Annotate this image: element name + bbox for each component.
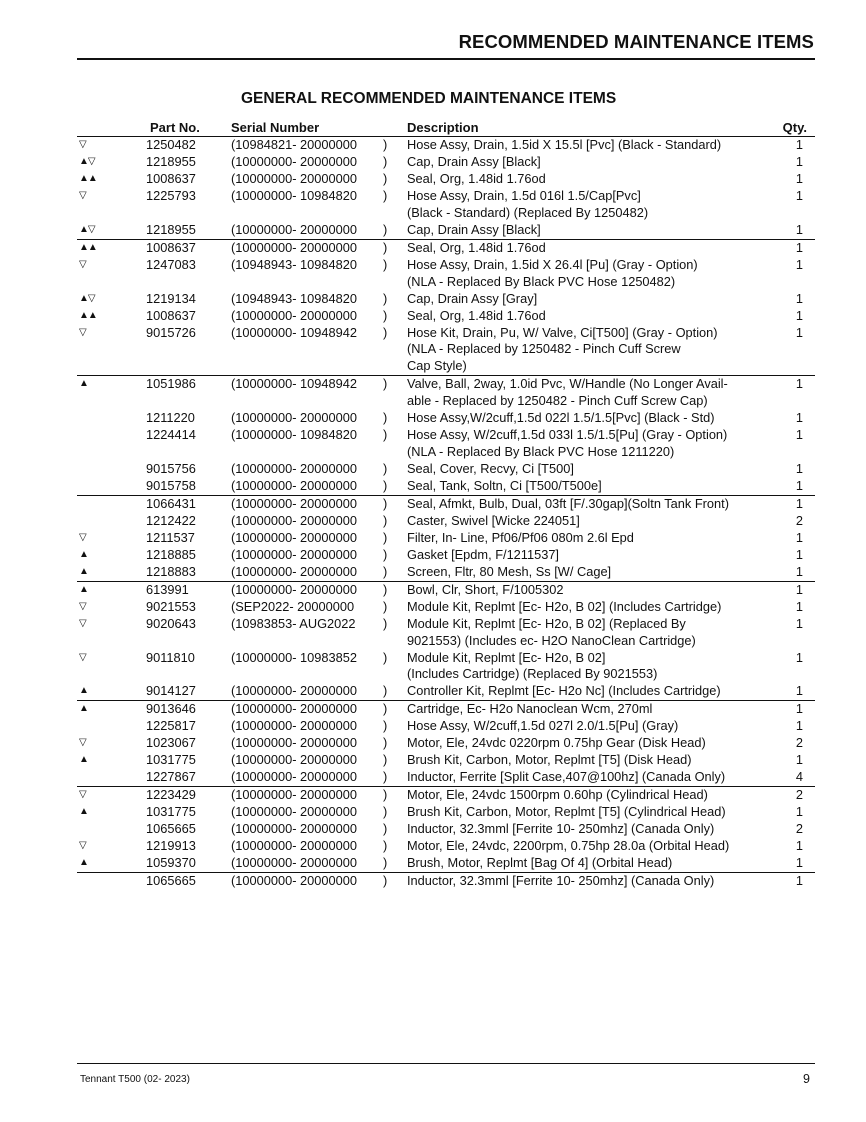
quantity: 4 [795, 769, 803, 785]
serial-range: (10000000- 20000000 [231, 718, 357, 734]
description-line: Controller Kit, Replmt [Ec- H2o Nc] (Includes Cartridge) [407, 683, 721, 699]
page-title: RECOMMENDED MAINTENANCE ITEMS [458, 31, 814, 52]
description-line: Cap, Drain Assy [Black] [407, 221, 541, 237]
serial-close-paren: ) [383, 376, 388, 392]
quantity: 1 [795, 855, 803, 871]
quantity: 1 [795, 239, 803, 255]
quantity: 1 [795, 873, 803, 889]
serial-close-paren: ) [383, 546, 388, 562]
part-description [407, 376, 779, 410]
description-line: Cap, Drain Assy [Black] [407, 154, 541, 169]
description-line: (Black - Standard) (Replaced By 1250482) [407, 204, 649, 220]
section-title: GENERAL RECOMMENDED MAINTENANCE ITEMS [241, 90, 617, 107]
serial-close-paren: ) [383, 769, 388, 785]
serial-close-paren: ) [383, 615, 388, 631]
table-row [77, 547, 815, 564]
kit-marker-icon: ▲ [79, 685, 88, 697]
part-number: 1008637 [146, 171, 196, 186]
quantity: 1 [795, 460, 803, 476]
col-description: Description [407, 120, 479, 135]
serial-close-paren: ) [383, 188, 388, 203]
part-description [407, 599, 779, 616]
serial-close-paren: ) [383, 563, 388, 579]
table-row [77, 240, 815, 257]
table-row [77, 410, 815, 427]
serial-close-paren: ) [383, 752, 388, 768]
part-description [407, 171, 779, 188]
kit-marker-icon: ▲ [79, 754, 88, 766]
quantity: 1 [795, 477, 803, 493]
part-description [407, 787, 779, 804]
serial-close-paren: ) [383, 477, 388, 493]
description-line: (NLA - Replaced By Black PVC Hose 1250482) [407, 273, 676, 289]
description-line: Inductor, 32.3mml [Ferrite 10- 250mhz] (Canada Only) [407, 873, 715, 889]
serial-range: (10000000- 10948942 [231, 324, 357, 340]
part-number: 1219134 [146, 290, 196, 306]
part-number: 1219913 [146, 838, 196, 854]
quantity: 1 [795, 649, 803, 665]
serial-range: (10000000- 20000000 [231, 460, 357, 476]
serial-close-paren: ) [383, 154, 388, 169]
table-row [77, 838, 815, 855]
parts-table [77, 117, 815, 890]
part-description [407, 257, 779, 291]
part-number: 9015758 [146, 477, 196, 493]
quantity: 1 [795, 615, 803, 631]
table-row [77, 257, 815, 291]
part-number: 1218955 [146, 221, 196, 237]
part-number: 1211537 [146, 529, 195, 545]
quantity: 2 [795, 787, 803, 803]
serial-range: (10948943- 10984820 [231, 290, 357, 306]
quantity: 1 [795, 256, 803, 272]
quantity: 1 [795, 804, 803, 820]
table-row [77, 291, 815, 308]
table-row [77, 735, 815, 752]
serial-range: (10000000- 20000000 [231, 477, 357, 493]
kit-marker-icon: ▽ [79, 617, 86, 629]
quantity: 1 [795, 171, 803, 186]
kit-marker-icon: ▽ [79, 326, 86, 338]
serial-close-paren: ) [383, 804, 388, 820]
serial-range: (10000000- 20000000 [231, 838, 357, 854]
kit-marker-icon: ▽ [79, 789, 86, 801]
part-number: 1065665 [146, 821, 196, 837]
part-description [407, 718, 779, 735]
serial-range: (10000000- 20000000 [231, 409, 357, 425]
part-number: 1225793 [146, 188, 196, 203]
serial-range: (10000000- 20000000 [231, 546, 357, 562]
table-row [77, 599, 815, 616]
description-line: Seal, Cover, Recvy, Ci [T500] [407, 460, 574, 476]
serial-range: (10000000- 10983852 [231, 649, 357, 665]
serial-range: (10000000- 20000000 [231, 701, 357, 717]
description-line: Inductor, 32.3mml [Ferrite 10- 250mhz] (Canada Only) [407, 821, 715, 837]
footer-doc-id: Tennant T500 (02- 2023) [80, 1074, 190, 1085]
serial-close-paren: ) [383, 409, 388, 425]
serial-range: (10000000- 20000000 [231, 787, 357, 803]
table-row [77, 718, 815, 735]
description-line: Seal, Org, 1.48id 1.76od [407, 171, 546, 186]
table-header [77, 117, 815, 137]
kit-marker-icon: ▽ [79, 531, 86, 543]
description-line: Seal, Org, 1.48id 1.76od [407, 239, 546, 255]
quantity: 1 [795, 426, 803, 442]
part-number: 613991 [146, 581, 189, 597]
serial-close-paren: ) [383, 649, 388, 665]
quantity: 1 [795, 290, 803, 306]
description-line: Hose Assy,W/2cuff,1.5d 022l 1.5/1.5[Pvc] (Black - Std) [407, 409, 715, 425]
part-number: 1211220 [146, 409, 195, 425]
quantity: 1 [795, 581, 803, 597]
table-row [77, 752, 815, 769]
kit-marker-icon: ▲▽ [79, 292, 95, 304]
table-row [77, 855, 815, 873]
description-line: Gasket [Epdm, F/1211537] [407, 546, 559, 562]
kit-marker-icon: ▽ [79, 840, 86, 852]
description-line: Motor, Ele, 24vdc, 2200rpm, 0.75hp 28.0a (Orbital Head) [407, 838, 730, 854]
table-row [77, 427, 815, 461]
serial-close-paren: ) [383, 256, 388, 272]
quantity: 2 [795, 821, 803, 837]
part-number: 1247083 [146, 256, 196, 272]
serial-range: (10000000- 20000000 [231, 581, 357, 597]
description-line: Hose Assy, W/2cuff,1.5d 027l 2.0/1.5[Pu] (Gray) [407, 718, 679, 734]
serial-range: (10000000- 10984820 [231, 188, 357, 203]
serial-close-paren: ) [383, 495, 388, 511]
part-number: 1218955 [146, 154, 196, 169]
quantity: 1 [795, 188, 803, 203]
part-description [407, 564, 779, 581]
quantity: 1 [795, 307, 803, 323]
col-part-no: Part No. [150, 120, 200, 135]
description-line: Seal, Afmkt, Bulb, Dual, 03ft [F/.30gap](Soltn Tank Front) [407, 495, 729, 511]
part-number: 1227867 [146, 769, 196, 785]
table-row [77, 804, 815, 821]
part-description [407, 496, 779, 513]
table-row [77, 154, 815, 171]
serial-close-paren: ) [383, 324, 388, 340]
quantity: 1 [795, 409, 803, 425]
quantity: 1 [795, 838, 803, 854]
quantity: 1 [795, 683, 803, 699]
serial-close-paren: ) [383, 171, 388, 186]
kit-marker-icon: ▽ [79, 190, 86, 201]
quantity: 1 [795, 563, 803, 579]
kit-marker-icon: ▽ [79, 737, 86, 749]
serial-range: (10984821- 20000000 [231, 137, 357, 152]
table-row [77, 769, 815, 787]
quantity: 1 [795, 495, 803, 511]
serial-range: (10000000- 20000000 [231, 683, 357, 699]
kit-marker-icon: ▲▲ [79, 241, 97, 253]
part-description [407, 769, 779, 786]
quantity: 2 [795, 735, 803, 751]
serial-close-paren: ) [383, 598, 388, 614]
table-row [77, 650, 815, 684]
kit-marker-icon: ▲ [79, 703, 88, 715]
table-row [77, 683, 815, 701]
serial-close-paren: ) [383, 137, 388, 152]
part-description [407, 478, 779, 495]
kit-marker-icon: ▲ [79, 378, 88, 390]
part-description [407, 752, 779, 769]
serial-close-paren: ) [383, 735, 388, 751]
serial-range: (10000000- 20000000 [231, 307, 357, 323]
table-row [77, 308, 815, 325]
part-number: 1212422 [146, 512, 196, 528]
part-description [407, 855, 779, 872]
description-line: Cap, Drain Assy [Gray] [407, 290, 538, 306]
kit-marker-icon: ▲ [79, 565, 88, 577]
table-body [77, 137, 815, 890]
description-line: Cartridge, Ec- H2o Nanoclean Wcm, 270ml [407, 701, 653, 717]
serial-close-paren: ) [383, 821, 388, 837]
part-description [407, 513, 779, 530]
quantity: 1 [795, 529, 803, 545]
description-line: Screen, Fltr, 80 Mesh, Ss [W/ Cage] [407, 563, 612, 579]
part-number: 1008637 [146, 307, 196, 323]
serial-range: (10000000- 20000000 [231, 804, 357, 820]
description-line: Valve, Ball, 2way, 1.0id Pvc, W/Handle (No Longer Avail- [407, 376, 728, 392]
part-number: 1250482 [146, 137, 196, 152]
serial-range: (10000000- 20000000 [231, 735, 357, 751]
part-number: 1224414 [146, 426, 196, 442]
kit-marker-icon: ▽ [79, 651, 86, 663]
footer-rule [77, 1063, 815, 1064]
serial-range: (10000000- 20000000 [231, 221, 357, 237]
quantity: 1 [795, 718, 803, 734]
serial-range: (10000000- 20000000 [231, 821, 357, 837]
kit-marker-icon: ▲ [79, 857, 88, 869]
table-row [77, 478, 815, 496]
serial-close-paren: ) [383, 701, 388, 717]
serial-close-paren: ) [383, 460, 388, 476]
part-number: 1225817 [146, 718, 196, 734]
part-description [407, 291, 779, 308]
part-description [407, 701, 779, 718]
part-description [407, 188, 779, 222]
table-row [77, 582, 815, 599]
part-description [407, 530, 779, 547]
part-number: 9015726 [146, 324, 196, 340]
kit-marker-icon: ▲▲ [79, 173, 97, 184]
serial-close-paren: ) [383, 221, 388, 237]
table-row [77, 461, 815, 478]
serial-close-paren: ) [383, 581, 388, 597]
serial-range: (10000000- 20000000 [231, 171, 357, 186]
description-line: Inductor, Ferrite [Split Case,407@100hz] (Canada Only) [407, 769, 726, 785]
description-line: (NLA - Replaced By Black PVC Hose 1211220) [407, 443, 675, 459]
part-description [407, 308, 779, 325]
part-description [407, 838, 779, 855]
serial-range: (10000000- 10948942 [231, 376, 357, 392]
serial-range: (10000000- 20000000 [231, 855, 357, 871]
serial-close-paren: ) [383, 239, 388, 255]
part-number: 1218883 [146, 563, 196, 579]
part-description [407, 222, 779, 239]
kit-marker-icon: ▲ [79, 583, 88, 595]
description-line: Motor, Ele, 24vdc 1500rpm 0.60hp (Cylindrical Head) [407, 787, 708, 803]
quantity: 1 [795, 701, 803, 717]
serial-close-paren: ) [383, 787, 388, 803]
part-number: 9011810 [146, 649, 195, 665]
description-line: Hose Assy, Drain, 1.5d 016l 1.5/Cap[Pvc] [407, 188, 641, 203]
description-line: Hose Assy, Drain, 1.5id X 26.4l [Pu] (Gray - Option) [407, 256, 698, 272]
kit-marker-icon: ▲ [79, 548, 88, 560]
description-line: Module Kit, Replmt [Ec- H2o, B 02] (Includes Cartridge) [407, 598, 722, 614]
table-row [77, 496, 815, 513]
part-description [407, 154, 779, 171]
table-row [77, 873, 815, 890]
description-line: Bowl, Clr, Short, F/1005302 [407, 581, 564, 597]
part-description [407, 821, 779, 838]
part-number: 1065665 [146, 873, 196, 889]
serial-close-paren: ) [383, 838, 388, 854]
serial-range: (10000000- 20000000 [231, 563, 357, 579]
table-row [77, 171, 815, 188]
part-description [407, 240, 779, 257]
table-row [77, 222, 815, 240]
serial-range: (10000000- 20000000 [231, 752, 357, 768]
quantity: 1 [795, 376, 803, 392]
table-row [77, 701, 815, 718]
part-description [407, 582, 779, 599]
serial-range: (10000000- 10984820 [231, 426, 357, 442]
kit-marker-icon: ▽ [79, 258, 86, 270]
part-description [407, 427, 779, 461]
description-line: Brush Kit, Carbon, Motor, Replmt [T5] (Cylindrical Head) [407, 804, 726, 820]
quantity: 1 [795, 324, 803, 340]
description-line: Cap Style) [407, 358, 467, 374]
serial-range: (10948943- 10984820 [231, 256, 357, 272]
table-row [77, 325, 815, 377]
kit-marker-icon: ▽ [79, 139, 86, 150]
serial-range: (10000000- 20000000 [231, 512, 357, 528]
table-row [77, 376, 815, 410]
header-rule [77, 58, 815, 60]
description-line: Seal, Org, 1.48id 1.76od [407, 307, 546, 323]
kit-marker-icon: ▲▽ [79, 223, 95, 235]
serial-range: (10000000- 20000000 [231, 529, 357, 545]
part-number: 9014127 [146, 683, 196, 699]
serial-range: (10000000- 20000000 [231, 239, 357, 255]
part-description [407, 650, 779, 684]
serial-close-paren: ) [383, 855, 388, 871]
part-number: 9015756 [146, 460, 196, 476]
part-number: 9021553 [146, 598, 196, 614]
description-line: Module Kit, Replmt [Ec- H2o, B 02] [407, 649, 606, 665]
serial-close-paren: ) [383, 529, 388, 545]
serial-close-paren: ) [383, 873, 388, 889]
part-number: 1059370 [146, 855, 196, 871]
page-number: 9 [803, 1072, 810, 1086]
serial-close-paren: ) [383, 307, 388, 323]
description-line: 9021553) (Includes ec- H2O NanoClean Cartridge) [407, 632, 696, 648]
part-description [407, 616, 779, 650]
part-description [407, 137, 779, 154]
col-qty: Qty. [782, 120, 807, 135]
part-number: 1051986 [146, 376, 196, 392]
col-serial: Serial Number [231, 120, 320, 135]
part-description [407, 410, 779, 427]
kit-marker-icon: ▲ [79, 806, 88, 818]
description-line: Filter, In- Line, Pf06/Pf06 080m 2.6l Epd [407, 529, 634, 545]
part-description [407, 461, 779, 478]
description-line: Brush Kit, Carbon, Motor, Replmt [T5] (Disk Head) [407, 752, 692, 768]
kit-marker-icon: ▽ [79, 600, 86, 612]
description-line: Motor, Ele, 24vdc 0220rpm 0.75hp Gear (Disk Head) [407, 735, 706, 751]
description-line: able - Replaced by 1250482 - Pinch Cuff Screw Cap) [407, 392, 708, 408]
table-row [77, 530, 815, 547]
kit-marker-icon: ▲▲ [79, 309, 97, 321]
table-row [77, 616, 815, 650]
description-line: Seal, Tank, Soltn, Ci [T500/T500e] [407, 477, 602, 493]
description-line: Hose Assy, Drain, 1.5id X 15.5l [Pvc] (Black - Standard) [407, 137, 722, 152]
serial-range: (10000000- 20000000 [231, 154, 357, 169]
serial-range: (10000000- 20000000 [231, 873, 357, 889]
description-line: Hose Assy, W/2cuff,1.5d 033l 1.5/1.5[Pu] (Gray - Option) [407, 426, 728, 442]
quantity: 2 [795, 512, 803, 528]
quantity: 1 [795, 546, 803, 562]
quantity: 1 [795, 154, 803, 169]
serial-range: (10000000- 20000000 [231, 769, 357, 785]
description-line: Hose Kit, Drain, Pu, W/ Valve, Ci[T500] (Gray - Option) [407, 324, 718, 340]
description-line: Caster, Swivel [Wicke 224051] [407, 512, 580, 528]
quantity: 1 [795, 221, 803, 237]
table-row [77, 137, 815, 154]
table-row [77, 564, 815, 582]
part-number: 9020643 [146, 615, 196, 631]
part-number: 1008637 [146, 239, 196, 255]
description-line: Module Kit, Replmt [Ec- H2o, B 02] (Replaced By [407, 615, 686, 631]
quantity: 1 [795, 598, 803, 614]
table-row [77, 513, 815, 530]
serial-close-paren: ) [383, 683, 388, 699]
serial-range: (10983853- AUG2022 [231, 615, 356, 631]
serial-range: (10000000- 20000000 [231, 495, 357, 511]
part-description [407, 547, 779, 564]
part-description [407, 325, 779, 375]
serial-close-paren: ) [383, 718, 388, 734]
part-description [407, 735, 779, 752]
kit-marker-icon: ▲▽ [79, 156, 95, 167]
serial-range: (SEP2022- 20000000 [231, 598, 355, 614]
serial-close-paren: ) [383, 512, 388, 528]
description-line: Brush, Motor, Replmt [Bag Of 4] (Orbital Head) [407, 855, 673, 871]
part-number: 1031775 [146, 752, 196, 768]
part-description [407, 683, 779, 700]
serial-close-paren: ) [383, 290, 388, 306]
serial-close-paren: ) [383, 426, 388, 442]
quantity: 1 [795, 752, 803, 768]
part-description [407, 873, 779, 890]
part-number: 1031775 [146, 804, 196, 820]
part-number: 1223429 [146, 787, 196, 803]
part-number: 1023067 [146, 735, 196, 751]
description-line: (NLA - Replaced by 1250482 - Pinch Cuff Screw [407, 341, 681, 357]
part-number: 9013646 [146, 701, 196, 717]
part-number: 1066431 [146, 495, 196, 511]
table-row [77, 188, 815, 222]
table-row [77, 787, 815, 804]
part-number: 1218885 [146, 546, 196, 562]
part-description [407, 804, 779, 821]
description-line: (Includes Cartridge) (Replaced By 9021553) [407, 666, 658, 682]
table-row [77, 821, 815, 838]
quantity: 1 [795, 137, 803, 152]
